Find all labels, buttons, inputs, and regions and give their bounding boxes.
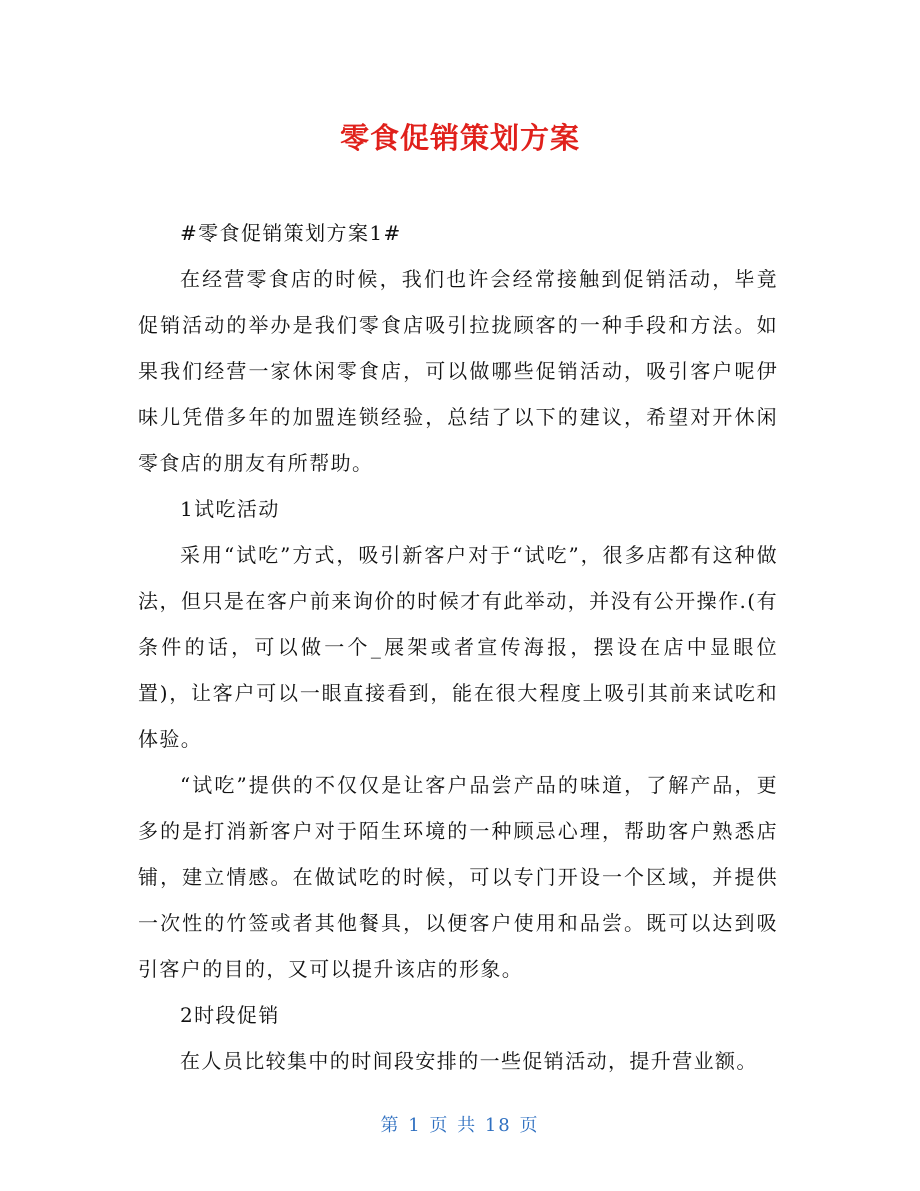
time-promo-paragraph: 在人员比较集中的时间段安排的一些促销活动，提升营业额。 [180, 1049, 758, 1073]
section-heading-time-promo: 2时段促销 [180, 1003, 280, 1027]
tasting-paragraph-2: “试吃”提供的不仅仅是让客户品尝产品的味道，了解产品，更多的是打消新客户对于陌生环境的一种顾忌心理，帮助客户熟悉店铺，建立情感。在做试吃的时候，可以专门开设一个区域，并提供一次性的竹签或者其他餐具，以便客户使用和品尝。既可以达到吸引客户的目的，又可以提升该店的形象。 [138, 773, 778, 981]
section-heading-plan-1: #零食促销策划方案1# [180, 221, 402, 245]
intro-paragraph: 在经营零食店的时候，我们也许会经常接触到促销活动，毕竟促销活动的举办是我们零食店吸引拉拢顾客的一种手段和方法。如果我们经营一家休闲零食店，可以做哪些促销活动，吸引客户呢伊味儿凭借多年的加盟连锁经验，总结了以下的建议，希望对开休闲零食店的朋友有所帮助。 [138, 267, 778, 475]
document-body [138, 210, 778, 1084]
section-heading-tasting: 1试吃活动 [180, 497, 280, 521]
page-number-footer: 第 1 页 共 18 页 [380, 1115, 540, 1136]
tasting-paragraph-1: 采用“试吃”方式，吸引新客户对于“试吃”，很多店都有这种做法，但只是在客户前来询价的时候才有此举动，并没有公开操作.(有条件的话，可以做一个_展架或者宣传海报，摆设在店中显眼位置)，让客户可以一眼直接看到，能在很大程度上吸引其前来试吃和体验。 [138, 543, 778, 751]
document-title: 零食促销策划方案 [339, 121, 580, 155]
